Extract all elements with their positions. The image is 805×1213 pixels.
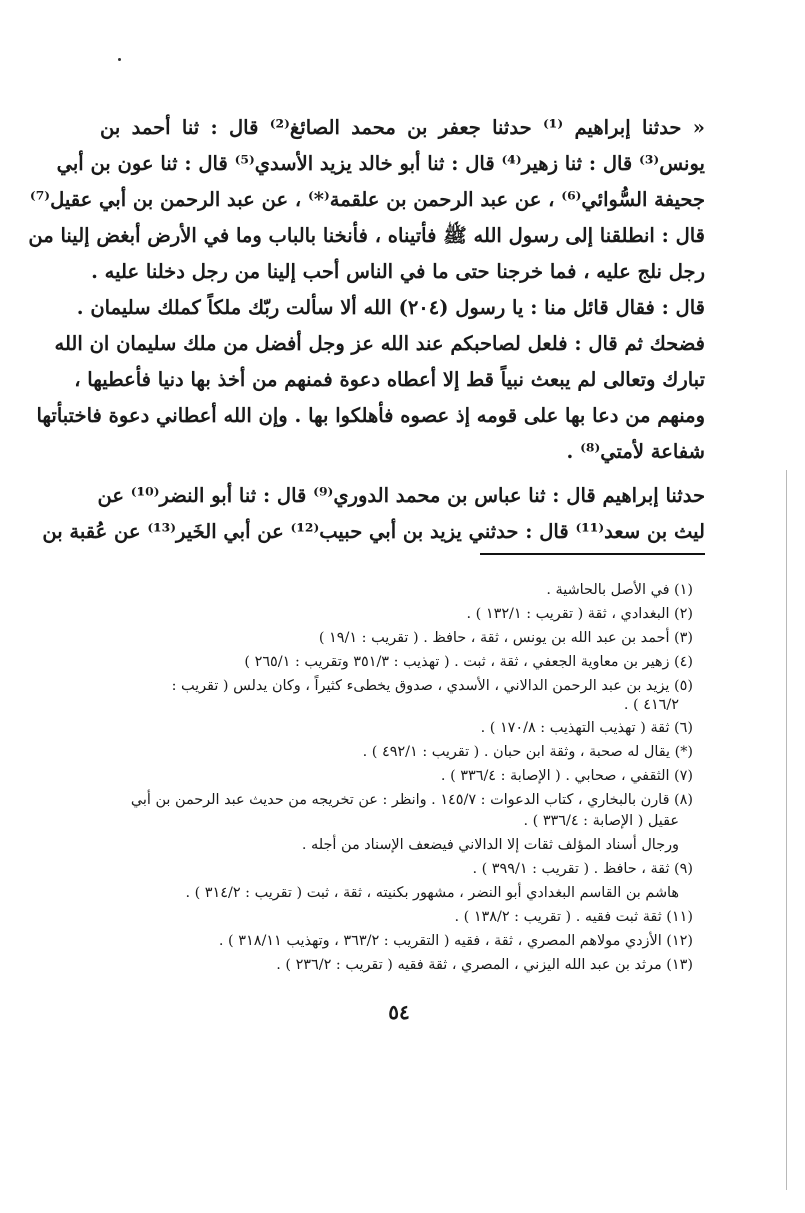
- footnote: (*) يقال له صحبة ، وثقة ابن حبان . ( تقريب : ٤٩٢/١ ) .: [362, 744, 693, 760]
- footnote: (٦) ثقة ( تهذيب التهذيب : ١٧٠/٨ ) .: [480, 720, 693, 736]
- main-text-line: جحيفة السُّوائي⁽⁶⁾ ، عن عبد الرحمن بن علقمة⁽*⁾ ، عن عبد الرحمن بن أبي عقيل⁽⁷⁾: [29, 188, 705, 211]
- page-number: ٥٤: [388, 1000, 410, 1024]
- footnote-continuation: عقيل ( الإصابة : ٣٣٦/٤ ) .: [523, 813, 679, 829]
- footnote: (٩) ثقة ، حافظ . ( تقريب : ٣٩٩/١ ) .: [472, 861, 693, 877]
- footnote: (٣) أحمد بن عبد الله بن يونس ، ثقة ، حافظ . ( تقريب : ١٩/١ ): [318, 630, 693, 646]
- main-text-line: فضحك ثم قال : فلعل لصاحبكم عند الله عز وجل أفضل من ملك سليمان ان الله: [54, 332, 705, 355]
- main-text-line: تبارك وتعالى لم يبعث نبياً قط إلا أعطاه دعوة فمنهم من أخذ بها دنيا فأعطيها ،: [74, 368, 705, 391]
- footnote-continuation: ورجال أسناد المؤلف ثقات إلا الدالاني فيضعف الإسناد من أجله .: [301, 837, 679, 853]
- footnote: (٧) الثقفي ، صحابي . ( الإصابة : ٣٣٦/٤ ) .: [440, 768, 693, 784]
- scan-speck: [118, 58, 121, 61]
- main-text-line: ليث بن سعد⁽¹¹⁾ قال : حدثني يزيد بن أبي حبيب⁽¹²⁾ عن أبي الخَير⁽¹³⁾ عن عُقبة بن: [42, 520, 705, 543]
- main-text-line: قال : فقال قائل منا : يا رسول (٢٠٤) الله ألا سألت ربّك ملكاً كملك سليمان .: [76, 296, 705, 319]
- main-text-line: قال : انطلقنا إلى رسول الله ﷺ فأتيناه ، فأنخنا بالباب وما في الأرض أبغض إلينا من: [28, 224, 705, 247]
- footnote: (٤) زهير بن معاوية الجعفي ، ثقة ، ثبت . ( تهذيب : ٣٥١/٣ وتقريب : ٢٦٥/١ ): [244, 654, 693, 670]
- footnote: (٢) البغدادي ، ثقة ( تقريب : ١٣٢/١ ) .: [466, 606, 693, 622]
- footnote: (٨) قارن بالبخاري ، كتاب الدعوات : ١٤٥/٧ . وانظر : عن تخريجه من حديث عبد الرحمن بن أبي: [130, 792, 693, 808]
- main-text-line: « حدثنا إبراهيم ⁽¹⁾ حدثنا جعفر بن محمد الصائغ⁽²⁾ قال : ثنا أحمد بن: [100, 116, 705, 139]
- main-text-line: رجل نلج عليه ، فما خرجنا حتى ما في الناس أحب إلينا من رجل دخلنا عليه .: [91, 260, 705, 283]
- footnote: (٥) يزيد بن عبد الرحمن الدالاني ، الأسدي ، صدوق يخطىء كثيراً ، وكان يدلس ( تقريب :: [171, 678, 693, 694]
- main-text-line: ومنهم من دعا بها على قومه إذ عصوه فأهلكوا بها . وإن الله أعطاني دعوة فاختبأتها: [36, 404, 705, 427]
- footnote-continuation: هاشم بن القاسم البغدادي أبو النضر ، مشهور بكنيته ، ثقة ، ثبت ( تقريب : ٣١٤/٢ ) .: [185, 885, 679, 901]
- footnote: (١) في الأصل بالحاشية .: [546, 582, 693, 598]
- footnote-continuation: ٤١٦/٢ ) .: [623, 697, 679, 713]
- footnote: (١٢) الأزدي مولاهم المصري ، ثقة ، فقيه ( التقريب : ٣٦٣/٢ ، وتهذيب ٣١٨/١١ ) .: [218, 933, 693, 949]
- main-text-line: حدثنا إبراهيم قال : ثنا عباس بن محمد الدوري⁽⁹⁾ قال : ثنا أبو النضر⁽¹⁰⁾ عن: [97, 484, 705, 507]
- main-text-line: يونس⁽³⁾ قال : ثنا زهير⁽⁴⁾ قال : ثنا أبو خالد يزيد الأسدي⁽⁵⁾ قال : ثنا عون بن أبي: [56, 152, 705, 175]
- footnote: (١٣) مرثد بن عبد الله اليزني ، المصري ، ثقة فقيه ( تقريب : ٢٣٦/٢ ) .: [276, 957, 693, 973]
- footnote-separator: [480, 553, 705, 555]
- main-text-line: شفاعة لأمتي⁽⁸⁾ .: [566, 440, 705, 463]
- scan-edge-line: [786, 470, 787, 1190]
- footnote: (١١) ثقة ثبت فقيه . ( تقريب : ١٣٨/٢ ) .: [454, 909, 693, 925]
